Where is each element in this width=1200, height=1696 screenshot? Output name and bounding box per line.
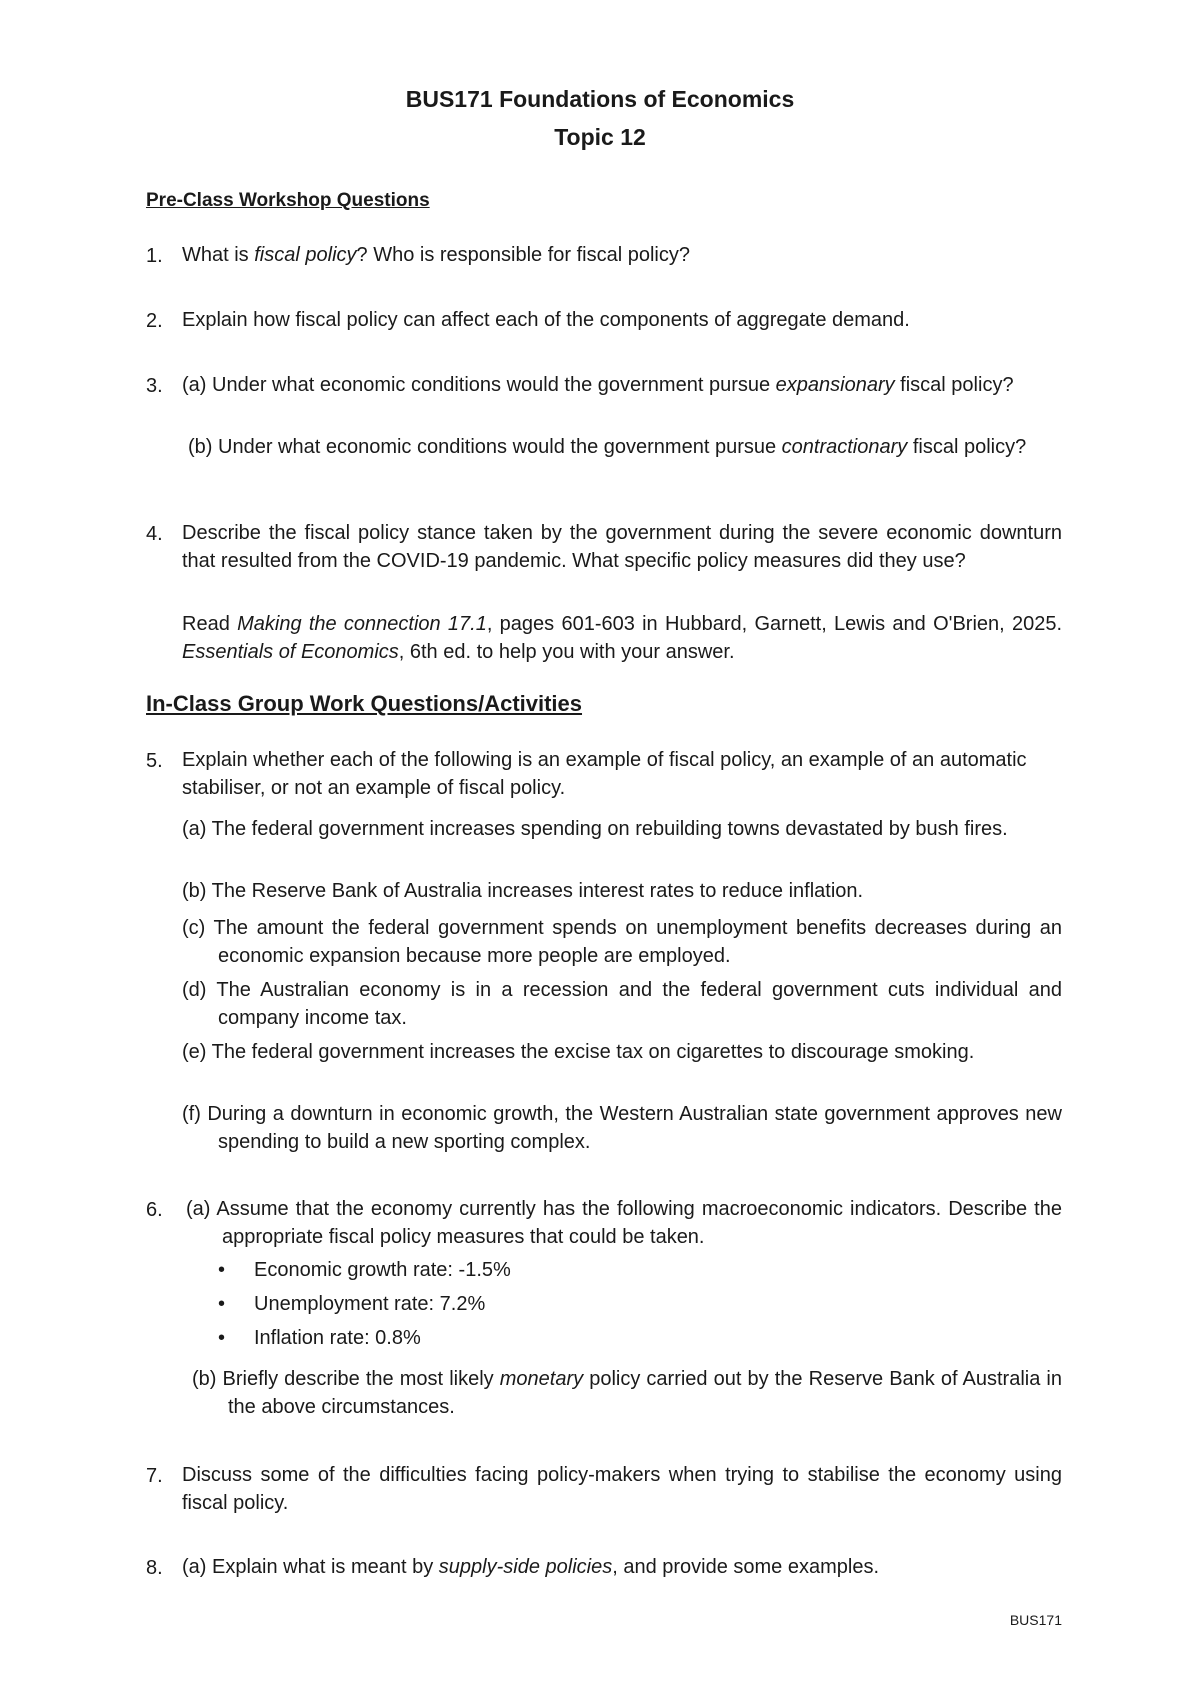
question-1-text: What is fiscal policy? Who is responsible for fiscal policy? <box>182 244 690 266</box>
question-6b-text: (b) Briefly describe the most likely monetary policy carried out by the Reserve Bank of Australia in the above circumstances. <box>192 1368 1062 1418</box>
in-class-heading: In-Class Group Work Questions/Activities <box>146 691 583 716</box>
document-subtitle: Topic 12 <box>554 124 646 150</box>
bullet-icon: • <box>218 1293 226 1315</box>
indicator-bullet-1: • Economic growth rate: -1.5% <box>218 1256 511 1284</box>
question-5-number: 5. <box>146 750 163 772</box>
question-3a-italic-term: expansionary <box>775 374 895 396</box>
question-7-number: 7. <box>146 1465 163 1487</box>
question-4-book-title: Essentials of Economics <box>182 641 399 663</box>
document-title: BUS171 Foundations of Economics <box>405 86 795 112</box>
question-5-text: Explain whether each of the following is an example of fiscal policy, an example of an automatic stabiliser, or not an example of fiscal policy. <box>182 749 1027 799</box>
question-5e-text: (e) The federal government increases the excise tax on cigarettes to discourage smoking. <box>182 1041 975 1063</box>
question-6-number: 6. <box>146 1199 163 1221</box>
question-8a-text: (a) Explain what is meant by supply-side policies, and provide some examples. <box>182 1556 880 1578</box>
indicator-bullet-3: • Inflation rate: 0.8% <box>218 1324 421 1352</box>
question-5d-text: (d) The Australian economy is in a recession and the federal government cuts individual and company income tax. <box>182 979 1062 1029</box>
bullet-icon: • <box>218 1259 226 1281</box>
question-5c-text: (c) The amount the federal government spends on unemployment benefits decreases during an economic expansion because more people are employed. <box>182 917 1062 967</box>
question-1-number: 1. <box>146 245 163 267</box>
question-4-reading-title: Making the connection 17.1 <box>237 613 487 635</box>
question-5a-text: (a) The federal government increases spending on rebuilding towns devastated by bush fires. <box>182 818 1008 840</box>
pre-class-heading: Pre-Class Workshop Questions <box>146 190 430 211</box>
question-4-text: Describe the fiscal policy stance taken by the government during the severe economic downturn that resulted from the COVID-19 pandemic. What specific policy measures did they use? <box>182 522 1062 572</box>
question-2-text: Explain how fiscal policy can affect each of the components of aggregate demand. <box>182 309 910 331</box>
question-3b-text: (b) Under what economic conditions would the government pursue contractionary fiscal policy? <box>188 436 1027 458</box>
question-8a-italic-term: supply-side policies <box>438 1556 613 1578</box>
question-1-italic-term: fiscal policy <box>254 244 357 266</box>
page-footer: BUS171 <box>1009 1612 1062 1628</box>
question-6b-italic-term: monetary <box>499 1368 584 1390</box>
question-6a-text: (a) Assume that the economy currently has the following macroeconomic indicators. Describe the appropriate fiscal policy measures that could be taken. <box>186 1198 1062 1248</box>
question-5f-text: (f) During a downturn in economic growth, the Western Australian state government approves new spending to build a new sporting complex. <box>182 1103 1062 1153</box>
question-3-number: 3. <box>146 375 163 397</box>
question-7-text: Discuss some of the difficulties facing policy-makers when trying to stabilise the economy using fiscal policy. <box>182 1464 1062 1514</box>
question-5b-text: (b) The Reserve Bank of Australia increases interest rates to reduce inflation. <box>182 880 864 902</box>
question-4-number: 4. <box>146 523 163 545</box>
question-8-number: 8. <box>146 1557 163 1579</box>
question-2-number: 2. <box>146 310 163 332</box>
indicator-bullet-2: • Unemployment rate: 7.2% <box>218 1290 485 1318</box>
bullet-icon: • <box>218 1327 226 1349</box>
question-3b-italic-term: contractionary <box>781 436 908 458</box>
question-4-reading: Read Making the connection 17.1, pages 601-603 in Hubbard, Garnett, Lewis and O'Brien, 2025. Essentials of Economics, 6th ed. to help you with your answer. <box>182 613 1063 663</box>
question-3a-text: (a) Under what economic conditions would the government pursue expansionary fiscal policy? <box>182 374 1014 396</box>
